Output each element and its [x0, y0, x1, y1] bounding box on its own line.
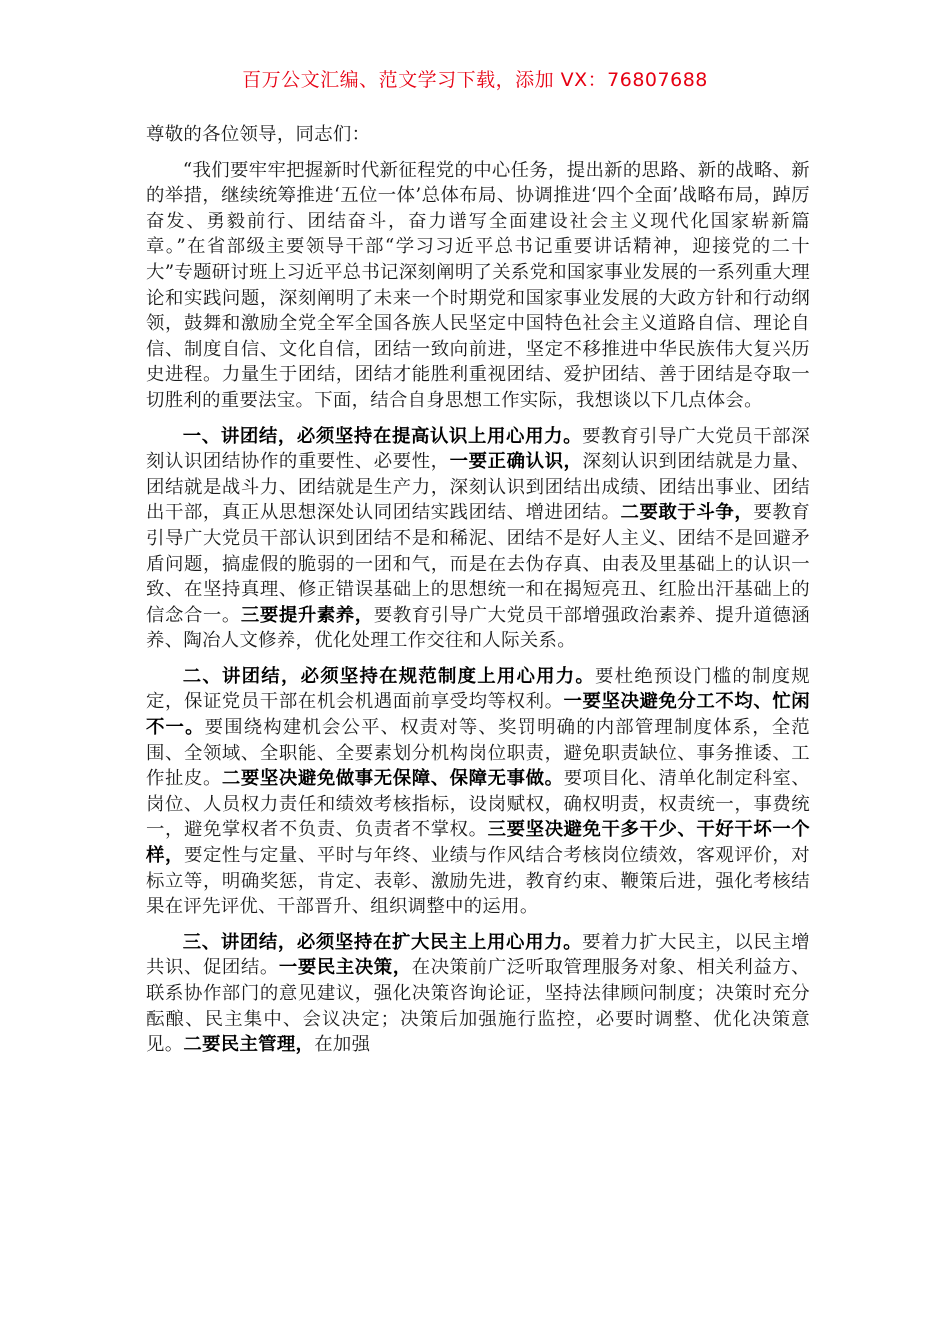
section-3-heading: 三、讲团结，必须坚持在扩大民主上用心用力。: [182, 931, 583, 953]
section-1-text-4: 要教育引导广大党员干部增强政治素养、提升道德涵养、陶冶人文修养，优化处理工作交往和人际关系。: [146, 604, 810, 652]
section-1-text-3: 要教育引导广大党员干部认识到团结不是和稀泥、团结不是好人主义、团结不是回避矛盾问题，搞虚假的脆弱的一团和气，而是在去伪存真、由表及里基础上的认识一致、在坚持真理、修正错误基础上的思想统一和在揭短亮丑、红脸出汗基础上的信念合一。: [146, 502, 810, 626]
section-1-text-2: 深刻认识到团结就是力量、团结就是战斗力、团结就是生产力，深刻认识到团结出成绩、团结出事业、团结出干部，真正从思想深处认同团结实践团结、增进团结。: [146, 451, 810, 524]
section-3-text-1: 要着力扩大民主，以民主增共识、促团结。: [146, 931, 810, 979]
intro-paragraph: “我们要牢牢把握新时代新征程党的中心任务，提出新的思路、新的战略、新的举措，继续统筹推进‘五位一体’总体布局、协调推进‘四个全面’战略布局，踔厉奋发、勇毅前行、团结奋斗，奋力谱写全面建设社会主义现代化国家崭新篇章。”在省部级主要领导干部“学习习近平总书记重要讲话精神，迎接党的二十大”专题研讨班上习近平总书记深刻阐明了关系党和国家事业发展的一系列重大理论和实践问题，深刻阐明了未来一个时期党和国家事业发展的大政方针和行动纲领，鼓舞和激励全党全军全国各族人民坚定中国特色社会主义道路自信、理论自信、制度自信、文化自信，团结一致向前进，坚定不移推进中华民族伟大复兴历史进程。力量生于团结，团结才能胜利重视团结、爱护团结、善于团结是夺取一切胜利的重要法宝。下面，结合自身思想工作实际，我想谈以下几点体会。: [146, 159, 810, 411]
section-3-point-1: 一要民主决策，: [278, 957, 412, 979]
section-2-text-1: 要杜绝预设门槛的制度规定，保证党员干部在机会机遇面前享受均等权利。: [146, 665, 810, 713]
watermark-header: 百万公文汇编、范文学习下载，添加 VX：76807688: [242, 69, 708, 91]
section-2-point-3: 三要坚决避免干多干少、干好干坏一个样，: [146, 819, 810, 867]
section-2-paragraph: [146, 664, 810, 920]
section-2-heading: 二、讲团结，必须坚持在规范制度上用心用力。: [182, 665, 595, 687]
section-1-paragraph: [146, 424, 810, 654]
section-2-text-2: 要围绕构建机会公平、权责对等、奖罚明确的内部管理制度体系，全范围、全领域、全职能、全要素划分机构岗位职责，避免职责缺位、事务推诿、工作扯皮。: [146, 717, 810, 790]
section-1-point-1: 一要正确认识，: [449, 451, 583, 473]
section-3-text-2: 在决策前广泛听取管理服务对象、相关利益方、联系协作部门的意见建议，强化决策咨询论证，坚持法律顾问制度；决策时充分酝酿、民主集中、会议决定；决策后加强施行监控，必要时调整、优化决策意见。: [146, 957, 810, 1056]
section-2-point-2: 二要坚决避免做事无保障、保障无事做。: [221, 768, 564, 790]
section-1-point-3: 三要提升素养，: [240, 604, 374, 626]
section-2-text-4: 要定性与定量、平时与年终、业绩与作风结合考核岗位绩效，客观评价，对标立等，明确奖惩，肯定、表彰、激励先进，教育约束、鞭策后进，强化考核结果在评先评优、干部晋升、组织调整中的运用。: [146, 845, 810, 918]
section-1-point-2: 二要敢于斗争，: [620, 502, 754, 524]
section-3-point-2: 二要民主管理，: [183, 1034, 315, 1056]
section-2-point-1: 一要坚决避免分工不均、忙闲不一。: [146, 691, 810, 739]
document-body: [146, 122, 810, 1068]
section-1-text-1: 要教育引导广大党员干部深刻认识团结协作的重要性、必要性，: [146, 425, 810, 473]
greeting: 尊敬的各位领导，同志们：: [146, 124, 371, 145]
section-3-paragraph: [146, 930, 810, 1058]
section-3-text-3: 在加强: [314, 1034, 371, 1056]
section-2-text-3: 要项目化、清单化制定科室、岗位、人员权力责任和绩效考核指标，设岗赋权，确权明责，权责统一，事费统一，避免掌权者不负责、负责者不掌权。: [146, 768, 811, 841]
section-1-heading: 一、讲团结，必须坚持在提高认识上用心用力。: [182, 425, 583, 447]
